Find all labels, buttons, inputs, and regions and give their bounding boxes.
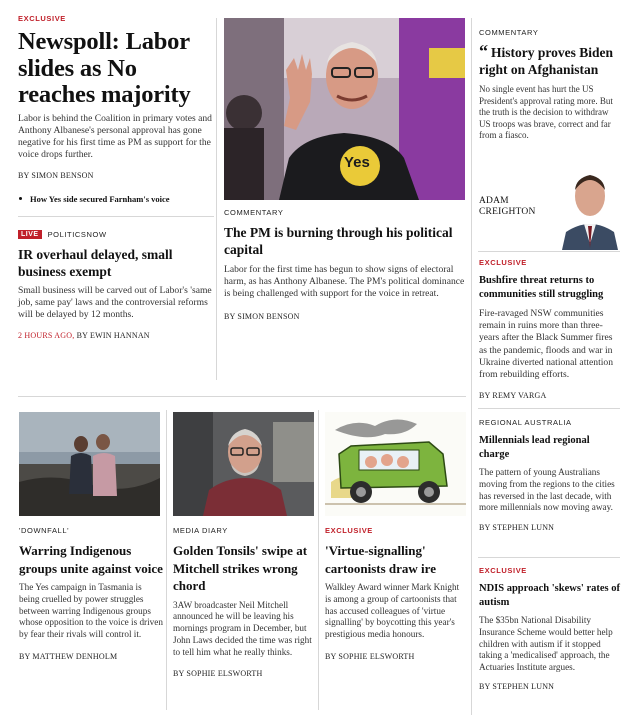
pm-photo[interactable] <box>224 18 465 200</box>
shirt-text: Yes <box>344 154 370 171</box>
author-first-name: ADAM <box>479 196 509 206</box>
bushfire-headline[interactable]: Bushfire threat returns to communities still struggling <box>479 275 604 300</box>
mitchell-photo[interactable] <box>173 412 314 516</box>
divider-bottom-1 <box>166 410 167 710</box>
tonsils-byline[interactable]: BY SOPHIE ELSWORTH <box>173 669 263 679</box>
indigenous-photo-graphic <box>19 412 160 516</box>
bushfire-blurb[interactable]: Fire-ravaged NSW communities remain in ruins more than three-years after the Black Summer fires as the pandemic, floods and war in Ukraine diverted national attention from rebuilding efforts. <box>479 308 613 381</box>
lead-headline[interactable]: Newspoll: Labor slides as No reaches majority <box>18 28 191 108</box>
tonsils-kicker[interactable]: MEDIA DIARY <box>173 526 228 535</box>
author-last-name: CREIGHTON <box>479 207 536 217</box>
tonsils-story <box>173 526 315 678</box>
tonsils-headline[interactable]: Golden Tonsils' swipe at Mitchell strikes wrong chord <box>173 543 308 593</box>
bullet-icon <box>19 197 22 200</box>
millennials-story <box>479 418 621 532</box>
divider-right-2 <box>478 408 620 409</box>
cartoonists-byline[interactable]: BY SOPHIE ELSWORTH <box>325 651 415 661</box>
commentary-story <box>479 28 621 142</box>
lead-story <box>18 14 214 204</box>
indigenous-kicker: 'DOWNFALL' <box>19 526 70 535</box>
ndis-kicker: EXCLUSIVE <box>479 566 527 575</box>
cartoon-graphic <box>325 412 466 516</box>
lead-blurb[interactable]: Labor is behind the Coalition in primary votes and Anthony Albanese's personal approval has gone negative for his first time as PM as support for the voice drops further. <box>18 112 212 160</box>
live-author: BY EWIN HANNAN <box>76 331 150 340</box>
divider-col3 <box>471 18 472 715</box>
divider-bottom-2 <box>318 410 319 710</box>
ndis-byline[interactable]: BY STEPHEN LUNN <box>479 681 555 691</box>
pm-story <box>224 208 465 321</box>
pm-kicker: COMMENTARY <box>224 208 284 217</box>
cartoonists-headline[interactable]: 'Virtue-signalling' cartoonists draw ire <box>325 543 436 576</box>
live-blurb[interactable]: Small business will be carved out of Labor's 'same job, same pay' laws and the controversial reforms will be delayed by 12 months. <box>18 285 212 320</box>
related-link[interactable] <box>18 194 214 204</box>
lead-byline[interactable]: BY SIMON BENSON <box>18 170 94 180</box>
cartoonists-blurb[interactable]: Walkley Award winner Mark Knight is among a group of cartoonists that has accused colleagues of 'virtue signalling' by boycotting this year's prestigious media honours. <box>325 582 460 640</box>
cartoonists-kicker: EXCLUSIVE <box>325 526 373 535</box>
cartoonists-story <box>325 526 467 661</box>
pm-photo-graphic <box>224 18 465 200</box>
pm-blurb[interactable]: Labor for the first time has begun to show signs of electoral harm, as has Anthony Albanese. The PM's political dominance is being challenged with support for the voice in retreat. <box>224 264 465 299</box>
indigenous-photo[interactable] <box>19 412 160 516</box>
divider-lead <box>18 216 214 217</box>
cartoon-image[interactable] <box>325 412 466 516</box>
indigenous-blurb[interactable]: The Yes campaign in Tasmania is being cruelled by power struggles between warring Indigenous groups whose opposition to the voice is driven by fear their rivals will control it. <box>19 582 163 640</box>
commentary-author[interactable] <box>479 196 549 218</box>
pm-headline[interactable]: The PM is burning through his political capital <box>224 225 453 257</box>
pm-byline[interactable]: BY SIMON BENSON <box>224 312 300 321</box>
mitchell-photo-graphic <box>173 412 314 516</box>
divider-right-1 <box>478 251 620 252</box>
ndis-story <box>479 566 621 691</box>
live-badge: LIVE <box>18 230 42 239</box>
indigenous-story <box>19 526 163 661</box>
author-avatar-graphic <box>560 164 620 250</box>
commentary-headline-text: History proves Biden right on Afghanistan <box>479 45 614 77</box>
quote-icon: “ <box>479 41 488 61</box>
live-story <box>18 230 214 340</box>
commentary-blurb[interactable]: No single event has hurt the US President's approval rating more. But the truth is the decision to withdraw US troops was brave, correct and far from a fiasco. <box>479 84 613 140</box>
divider-top-bottom <box>18 396 466 397</box>
millennials-headline[interactable]: Millennials lead regional charge <box>479 435 590 460</box>
indigenous-headline[interactable]: Warring Indigenous groups unite against voice <box>19 543 163 576</box>
divider-right-3 <box>478 557 620 558</box>
bushfire-byline[interactable]: BY REMY VARGA <box>479 391 547 401</box>
millennials-kicker[interactable]: REGIONAL AUSTRALIA <box>479 418 572 427</box>
live-time: 2 HOURS AGO, <box>18 331 75 340</box>
lead-kicker: EXCLUSIVE <box>18 14 66 23</box>
commentary-headline[interactable] <box>479 41 621 78</box>
bushfire-story <box>479 258 621 400</box>
divider-col1 <box>216 18 217 380</box>
live-kicker[interactable]: POLITICSNOW <box>47 230 107 239</box>
millennials-byline[interactable]: BY STEPHEN LUNN <box>479 523 555 533</box>
bushfire-kicker: EXCLUSIVE <box>479 258 527 267</box>
tonsils-blurb[interactable]: 3AW broadcaster Neil Mitchell announced he will be leaving his mornings program in December, but John Laws decided the time was right to tell him what he really thinks. <box>173 599 312 657</box>
ndis-blurb[interactable]: The $35bn National Disability Insurance Scheme would better help children with autism if it stopped taking a 'medicalised' approach, the Actuaries Institute argues. <box>479 615 613 673</box>
indigenous-byline[interactable]: BY MATTHEW DENHOLM <box>19 651 118 661</box>
commentary-kicker: COMMENTARY <box>479 28 539 37</box>
related-link-text[interactable]: How Yes side secured Farnham's voice <box>30 193 170 204</box>
live-headline[interactable]: IR overhaul delayed, small business exempt <box>18 247 173 279</box>
live-byline[interactable] <box>18 331 214 340</box>
author-avatar[interactable] <box>560 164 620 250</box>
millennials-blurb[interactable]: The pattern of young Australians moving from the regions to the cities has reversed in the last decade, with more millennials now moving away. <box>479 467 615 513</box>
ndis-headline[interactable]: NDIS approach 'skews' rates of autism <box>479 583 620 608</box>
